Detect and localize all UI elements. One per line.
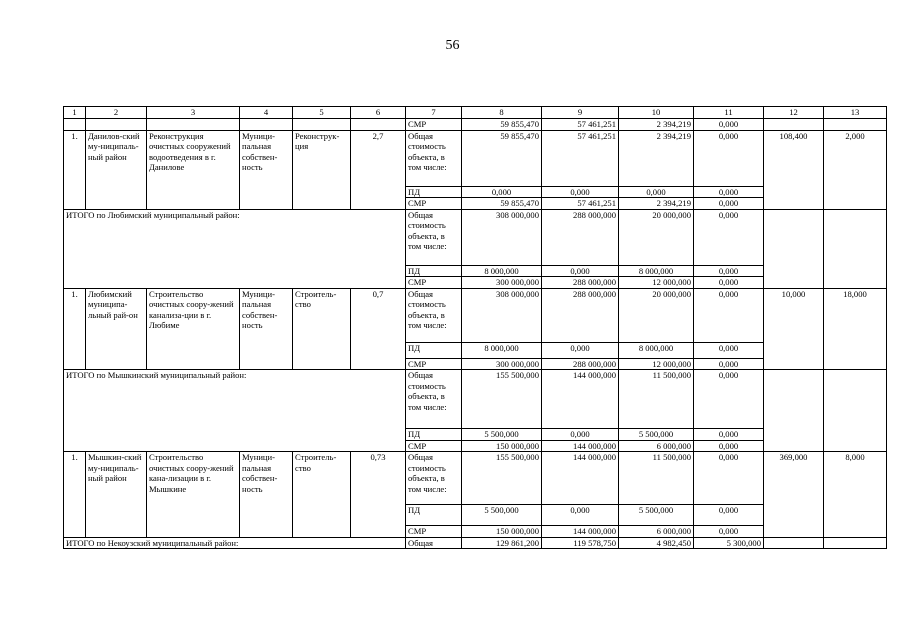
value-cell: 0,000 [694,130,764,186]
empty-cell [824,209,887,288]
page-number: 56 [445,38,460,53]
value-cell: 0,000 [694,342,764,358]
header-cell: 10 [619,107,694,119]
value-cell: 6 000,000 [619,440,694,452]
value-cell: 308 000,000 [462,288,542,342]
work-type: Строитель-ство [293,288,351,370]
table-row [64,130,887,186]
value-cell: 8,000 [824,452,887,538]
value-cell: 5 500,000 [619,429,694,441]
value-cell: 0,000 [542,265,619,277]
table-row [64,452,887,505]
value-cell: 57 461,251 [542,130,619,186]
value-cell: 288 000,000 [542,358,619,370]
row-label: Общая стоимость объекта, в том числе: [406,370,462,429]
district-name: Мышкин-ский му-ниципаль-ный район [86,452,147,538]
value-cell: 0,000 [694,288,764,342]
value-cell: 0,000 [694,526,764,538]
value-cell: 0,000 [694,277,764,289]
value-cell: 369,000 [764,452,824,538]
empty-cell [293,119,351,131]
value-cell: 59 855,470 [462,119,542,131]
work-type: Реконструк-ция [293,130,351,209]
total-title: ИТОГО по Некоузский муниципальный район: [64,537,406,549]
value-cell: 5 300,000 [694,537,764,549]
table-row [64,209,887,265]
value-cell: 10,000 [764,288,824,370]
value-cell: 155 500,000 [462,452,542,505]
value-cell: 11 500,000 [619,370,694,429]
ownership-type: Муници-пальная собствен-ность [240,452,293,538]
table-row [64,537,887,549]
empty-cell [824,119,887,131]
value-cell: 155 500,000 [462,370,542,429]
value-cell: 4 982,450 [619,537,694,549]
value-cell: 18,000 [824,288,887,370]
value-cell: 0,000 [694,505,764,526]
value-cell: 0,000 [542,429,619,441]
empty-cell [764,119,824,131]
row-label: СМР [406,526,462,538]
work-type: Строитель-ство [293,452,351,538]
value-cell: 57 461,251 [542,198,619,210]
row-label: СМР [406,198,462,210]
table-row [64,370,887,429]
empty-cell [64,119,86,131]
header-cell: 1 [64,107,86,119]
value-cell: 5 500,000 [462,505,542,526]
value-cell: 0,000 [694,209,764,265]
header-cell: 3 [147,107,240,119]
ownership-type: Муници-пальная собствен-ность [240,288,293,370]
value-cell: 12 000,000 [619,358,694,370]
value-cell: 20 000,000 [619,288,694,342]
empty-cell [764,537,824,549]
header-cell: 2 [86,107,147,119]
table-row [64,119,887,131]
value-cell: 144 000,000 [542,452,619,505]
value-cell: 300 000,000 [462,277,542,289]
value-cell: 288 000,000 [542,277,619,289]
row-label: ПД [406,505,462,526]
value-cell: 0,000 [542,505,619,526]
value-cell: 12 000,000 [619,277,694,289]
value-cell: 2 394,219 [619,130,694,186]
table-row [64,288,887,342]
row-label: Общая стоимость объекта, в том числе: [406,288,462,342]
total-title: ИТОГО по Любимский муниципальный район: [64,209,406,288]
value-cell: 5 500,000 [462,429,542,441]
value-cell: 2 394,219 [619,119,694,131]
value-cell: 2 394,219 [619,198,694,210]
header-cell: 11 [694,107,764,119]
value-cell: 150 000,000 [462,440,542,452]
empty-cell [764,370,824,452]
row-label: Общая [406,537,462,549]
capacity-value: 0,7 [351,288,406,370]
row-label: ПД [406,342,462,358]
value-cell: 5 500,000 [619,505,694,526]
investment-table [63,106,887,549]
value-cell: 0,000 [694,198,764,210]
total-title: ИТОГО по Мышкинский муниципальный район: [64,370,406,452]
value-cell: 119 578,750 [542,537,619,549]
value-cell: 288 000,000 [542,209,619,265]
row-label: Общая стоимость объекта, в том числе: [406,452,462,505]
value-cell: 0,000 [694,186,764,198]
empty-cell [824,370,887,452]
value-cell: 11 500,000 [619,452,694,505]
empty-cell [824,537,887,549]
ownership-type: Муници-пальная собствен-ность [240,130,293,209]
value-cell: 129 861,200 [462,537,542,549]
row-label: СМР [406,440,462,452]
row-label: Общая стоимость объекта, в том числе: [406,130,462,186]
value-cell: 59 855,470 [462,130,542,186]
value-cell: 0,000 [694,440,764,452]
empty-cell [86,119,147,131]
value-cell: 144 000,000 [542,526,619,538]
item-number: 1. [64,130,86,209]
empty-cell [764,209,824,288]
column-number-row [64,107,887,119]
value-cell: 0,000 [542,186,619,198]
header-cell: 13 [824,107,887,119]
value-cell: 150 000,000 [462,526,542,538]
value-cell: 8 000,000 [462,265,542,277]
header-cell: 8 [462,107,542,119]
capacity-value: 0,73 [351,452,406,538]
row-label: ПД [406,265,462,277]
value-cell: 8 000,000 [619,265,694,277]
header-cell: 7 [406,107,462,119]
item-number: 1. [64,288,86,370]
district-name: Данилов-ский му-ниципаль-ный район [86,130,147,209]
value-cell: 0,000 [694,358,764,370]
value-cell: 0,000 [694,370,764,429]
empty-cell [240,119,293,131]
row-label: ПД [406,186,462,198]
empty-cell [147,119,240,131]
row-label: СМР [406,358,462,370]
value-cell: 20 000,000 [619,209,694,265]
value-cell: 0,000 [694,265,764,277]
value-cell: 308 000,000 [462,209,542,265]
value-cell: 0,000 [694,429,764,441]
object-name: Строительство очистных соору-жений кана-лизации в г. Мышкине [147,452,240,538]
district-name: Любимский муниципа-льный рай-он [86,288,147,370]
value-cell: 59 855,470 [462,198,542,210]
header-cell: 12 [764,107,824,119]
value-cell: 0,000 [619,186,694,198]
row-label: Общая стоимость объекта, в том числе: [406,209,462,265]
value-cell: 300 000,000 [462,358,542,370]
value-cell: 0,000 [542,342,619,358]
value-cell: 6 000,000 [619,526,694,538]
value-cell: 0,000 [694,119,764,131]
header-cell: 9 [542,107,619,119]
value-cell: 108,400 [764,130,824,209]
row-label: СМР [406,277,462,289]
value-cell: 8 000,000 [462,342,542,358]
row-label: ПД [406,429,462,441]
value-cell: 0,000 [462,186,542,198]
value-cell: 288 000,000 [542,288,619,342]
header-cell: 4 [240,107,293,119]
header-cell: 6 [351,107,406,119]
header-cell: 5 [293,107,351,119]
object-name: Реконструкция очистных сооружений водоотведения в г. Данилове [147,130,240,209]
object-name: Строительство очистных соору-жений канализа-ции в г. Любиме [147,288,240,370]
value-cell: 0,000 [694,452,764,505]
row-label: СМР [406,119,462,131]
value-cell: 144 000,000 [542,370,619,429]
capacity-value: 2,7 [351,130,406,209]
value-cell: 2,000 [824,130,887,209]
value-cell: 57 461,251 [542,119,619,131]
item-number: 1. [64,452,86,538]
empty-cell [351,119,406,131]
value-cell: 144 000,000 [542,440,619,452]
value-cell: 8 000,000 [619,342,694,358]
